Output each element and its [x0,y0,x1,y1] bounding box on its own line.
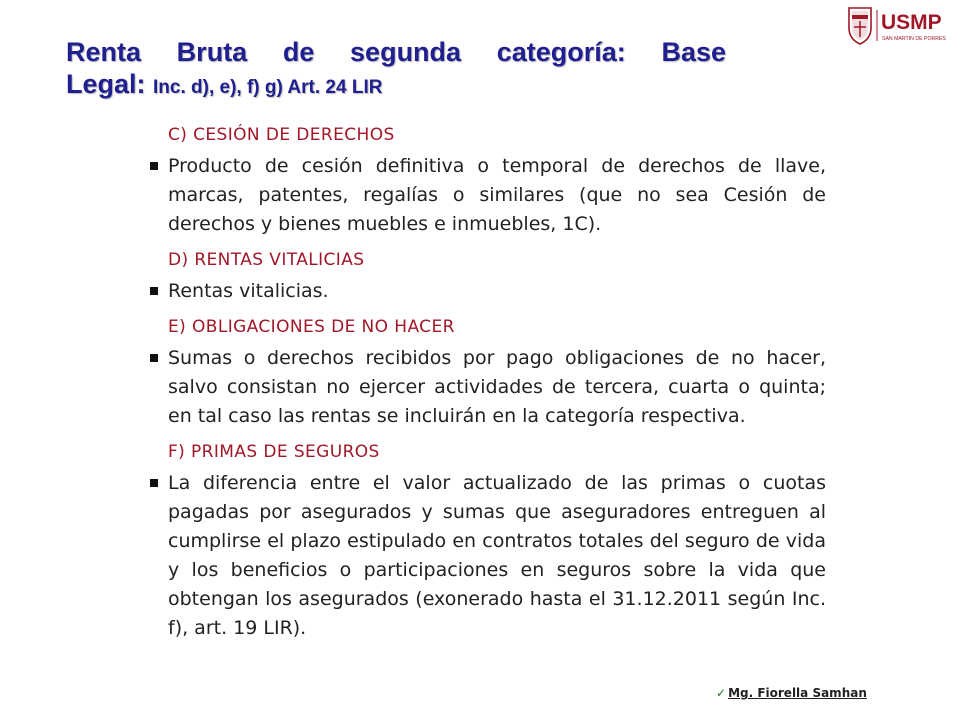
slide-title [66,36,726,104]
slide-content [150,118,826,647]
section-heading: F) PRIMAS DE SEGUROS [168,442,380,462]
bullet-item: Producto de cesión definitiva o temporal de derechos de llave, marcas, patentes, regalías o similares (que no sea Cesión de derechos y bienes muebles e inmuebles, 1C). [150,152,826,239]
title-line-2-small: Inc. d), e), f) g) Art. 24 LIR [153,77,383,98]
section-f [150,435,826,643]
section-heading: D) RENTAS VITALICIAS [168,250,365,270]
bullet-item: Rentas vitalicias. [150,277,826,306]
author-name: Mg. Fiorella Samhan [728,686,867,700]
crest-icon [846,6,956,46]
section-heading: C) CESIÓN DE DERECHOS [168,125,395,145]
bullet-item: La diferencia entre el valor actualizado de las primas o cuotas pagadas por asegurados y sumas que aseguradores entreguen al cumplirse el plazo estipulado en contratos totales del seguro de vida y los beneficios o participaciones en seguros sobre la vida que obtengan los asegurados (exonerado hasta el 31.12.2011 según Inc. f), art. 19 LIR). [150,469,826,643]
title-line-1: Renta Bruta de segunda categoría: Base [66,37,726,67]
bullet-item: Sumas o derechos recibidos por pago obligaciones de no hacer, salvo consistan no ejercer actividades de tercera, cuarta o quinta; en tal caso las rentas se incluirán en la categoría respectiva. [150,344,826,431]
section-c [150,118,826,239]
section-heading: E) OBLIGACIONES DE NO HACER [168,317,455,337]
section-e [150,310,826,431]
section-d [150,243,826,306]
author-credit [716,686,867,700]
logo-subtext: SAN MARTIN DE PORRES [882,36,946,42]
check-icon: ✓ [716,686,727,700]
title-line-2-main: Legal: [66,69,146,99]
logo-text: USMP [881,11,942,34]
usmp-logo [846,6,956,46]
title-line-2 [66,68,726,104]
